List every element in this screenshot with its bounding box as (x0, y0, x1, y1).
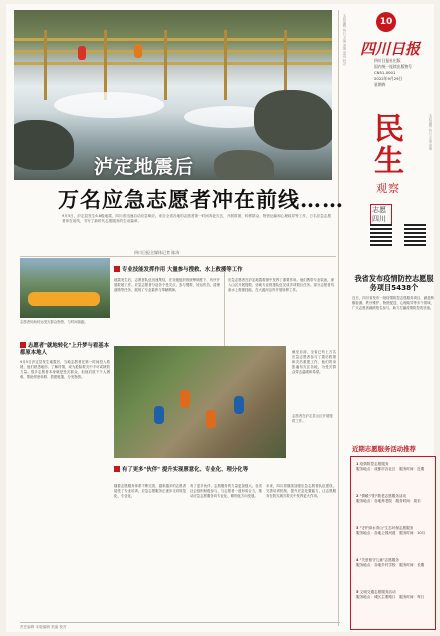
byline: 四川日报全媒体记者 陈涛 (134, 250, 180, 255)
column-divider (224, 266, 225, 346)
subheading-text: 专业技能发挥作用 大量参与搜救、水上救援等工作 (122, 267, 243, 273)
event-detail: 服务地点：城区主要路口 服务时间：每日 (356, 594, 425, 599)
body-column: 未来，四川将继续加强应急志愿者队伍建设，完善培训机制，提升应急处置能力，让志愿服务在防灾减灾救灾中发挥更大作用。 (266, 484, 336, 498)
paper-name: 四川日报 (360, 40, 421, 58)
event-title: "关爱留守儿童"志愿服务 (359, 558, 399, 562)
river-rock (254, 90, 332, 150)
body-column: 地震发生后，志愿者队伍迅速集结，在各级组织的统筹调度下，有序开展救援工作。应急志愿者分赴各个受灾点，参与搜救、转运伤员、清理道路等任务，展现了专业素养与奉献精神。 (114, 278, 220, 292)
event-title: 疫情防控志愿服务 (359, 462, 389, 466)
photo-caption: 志愿者在泸定县山区开展搜救工作。 (292, 414, 333, 423)
masthead-line: 星期四 (374, 82, 386, 87)
subheading-text: 志愿者"就地转化"上升梦与看基本都原本地人 (20, 343, 110, 356)
events-box-title: 近期志愿服务活动推荐 (352, 445, 416, 453)
headline-title: 万名应急志愿者冲在前线…… (58, 187, 344, 212)
edge-strip: 本版编辑 执行主编 美编 (428, 114, 432, 151)
search-rescue-photo (114, 346, 286, 458)
event-title: "守护绿水青山"生态环保志愿服务 (359, 526, 414, 530)
body-column: 应急志愿者在泸定地震救援中发挥了重要作用。他们携带专业装备，深入山区开展搜救，协助专业救援队伍完成多项艰巨任务。部分志愿者具备水上救援技能，在大渡河沿岸开展转移工作。 (228, 278, 334, 292)
masthead-line: CN51-0001 (374, 70, 396, 75)
river-rock (14, 120, 74, 170)
masthead-info (374, 58, 430, 88)
sub-brand: 志愿四川 (370, 204, 392, 226)
event-title: "情暖夕阳"敬老志愿服务活动 (359, 494, 407, 498)
body-column: 有了更多伙伴，志愿服务的力量更加强大。各类社会组织积极参与，与志愿者一道形成合力，推动应急志愿服务向专业化、精细化方向发展。 (190, 484, 262, 498)
events-box (350, 456, 436, 630)
subheading (114, 466, 294, 474)
event-detail: 服务地点：成都市各社区 服务时间：近期 (356, 466, 425, 471)
event-item (356, 526, 432, 536)
chevron-icon (114, 266, 120, 272)
worker-figure (234, 396, 244, 414)
body-column: 9月5日泸定县发生地震后，当地志愿者在第一时间投入救援，他们熟悉地形、了解村情，成为抢险救灾中不可或缺的力量。很多志愿者本身就是受灾群众，但他们放下个人困难，帮助邻里转移、搭建帐篷、分发物资。 (20, 360, 110, 379)
rescuer-figure (134, 44, 142, 58)
photo-caption: 志愿者协助转运受灾群众物资，与时间赛跑。 (20, 320, 88, 324)
body-column: 随着志愿服务体系不断完善，越来越多的志愿者接受了专业培训，应急志愿服务正逐步走向规范化、专业化。 (114, 484, 186, 498)
newspaper-page (6, 4, 434, 632)
event-number: 1 (356, 462, 359, 466)
page-footer: 责任编辑 本版编辑 美编 校对 (20, 622, 340, 630)
qr-code-icon[interactable] (370, 224, 392, 246)
event-item (356, 462, 432, 472)
subheading (114, 266, 334, 274)
edge-strip: 本版编辑 执行主编 美编 值班 校对 (342, 14, 346, 66)
chevron-icon (114, 466, 120, 472)
masthead-line: 四川日报社出版 (374, 58, 401, 63)
subheading (20, 342, 114, 357)
headline-kicker: 泸定地震后 (94, 156, 195, 178)
side-body: 近日，四川省发布一批疫情防控志愿服务项目，涵盖核酸检测、秩序维护、物资配送、心理疏导等多个领域，广大志愿者踊跃报名参与，助力打赢疫情防控攻坚战。 (352, 296, 434, 310)
event-number: 3 (356, 526, 359, 530)
raft-shape (28, 292, 100, 306)
article-intro: 9月5日，泸定县发生6.8级地震，四川省迅速启动应急响应。来自全省各地的志愿者第一时间奔赴灾区，开展救援、转移群众、物资运输和心理疏导等工作，万名应急志愿者冲在前线，书写了新时代志愿服务的生动篇章。 (62, 214, 332, 224)
worker-figure (206, 410, 216, 428)
body-column: 截至目前，全省已有上万名应急志愿者参与了震后救援和灾后重建工作，他们的身影遍布灾区各地，为受灾群众带去温暖和希望。 (292, 350, 336, 374)
bamboo-post (164, 30, 167, 100)
bamboo-post (104, 30, 107, 100)
event-item (356, 590, 432, 600)
event-detail: 服务地点：各地乡村学校 服务时间：长期 (356, 562, 425, 567)
event-number: 5 (356, 590, 359, 594)
section-divider (20, 256, 336, 257)
event-detail: 服务地点：各地公园河道 服务时间：10月 (356, 530, 426, 535)
section-title: 民生 (374, 112, 404, 179)
subheading-text: 有了更多"伙伴" 提升实现票意化、专业化、理分化等 (122, 467, 249, 473)
rescue-photo (20, 258, 110, 318)
bamboo-post (44, 30, 47, 100)
qr-code-icon[interactable] (404, 224, 426, 246)
rescuer-figure (78, 46, 86, 60)
side-headline: 我省发布疫情防控志愿服务项目5438个 (354, 274, 434, 292)
worker-figure (180, 390, 190, 408)
masthead-line: 国内统一连续出版物号 (374, 64, 412, 69)
river-rock (214, 150, 274, 180)
chevron-icon (20, 342, 26, 348)
event-title: 文明交通志愿服务活动 (359, 590, 396, 594)
bamboo-post (224, 30, 227, 100)
page-number: 10 (376, 12, 396, 32)
section-subtitle: 观察 (376, 182, 400, 195)
event-item (356, 558, 432, 568)
event-detail: 服务地点：各地养老院 服务时间：周末 (356, 498, 421, 503)
masthead-line: 2022年9月29日 (374, 76, 403, 81)
worker-figure (154, 406, 164, 424)
river-foam (54, 92, 164, 118)
event-number: 4 (356, 558, 359, 562)
event-number: 2 (356, 494, 359, 498)
event-item (356, 494, 432, 504)
